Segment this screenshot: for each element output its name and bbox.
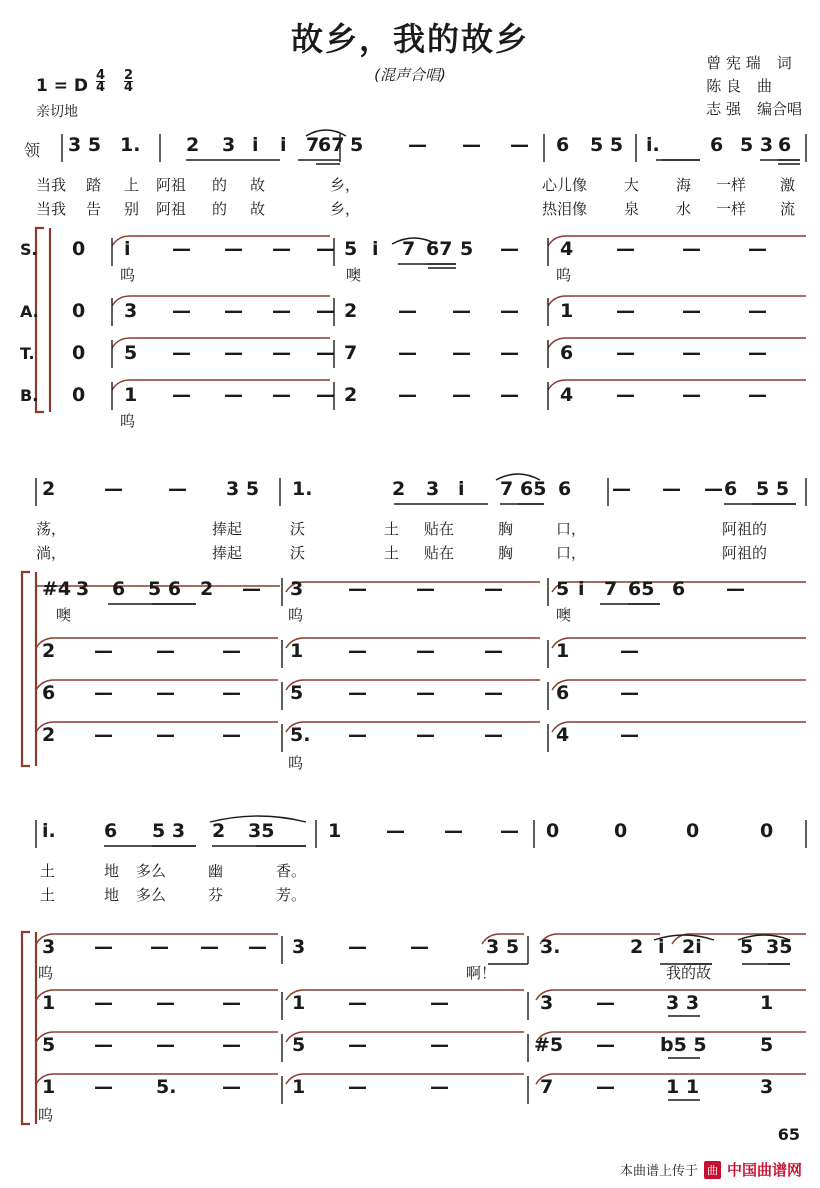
lyric: 胸 (498, 544, 514, 562)
choir-note: — (596, 992, 615, 1014)
lyric: 噢 (346, 266, 362, 284)
choir-note: 1 (290, 640, 304, 662)
lead-note: 0 (760, 820, 774, 842)
lyric: 大 (624, 176, 640, 194)
choir-note: — (272, 238, 291, 260)
lead-note: 5 5 (590, 134, 624, 156)
choir-note: — (682, 384, 701, 406)
choir-note: 5 (290, 682, 304, 704)
lyric: 土 (384, 520, 400, 538)
lyric: 阿祖 (156, 176, 187, 194)
choir-note: — (430, 1034, 449, 1056)
choir-note: — (726, 578, 745, 600)
lead-note: 2 (392, 478, 406, 500)
choir-note: — (748, 300, 767, 322)
lead-note: — (704, 478, 723, 500)
choir-note: — (620, 640, 639, 662)
choir-note: — (348, 936, 367, 958)
choir-note: 1 (42, 1076, 56, 1098)
choir-note: — (94, 936, 113, 958)
choir-note: 6 (672, 578, 686, 600)
choir-note: i (124, 238, 131, 260)
lead-note: — (444, 820, 463, 842)
lyric: 阿祖的 (722, 544, 768, 562)
lyric: 呜 (120, 266, 136, 284)
choir-note: — (452, 342, 471, 364)
choir-note: — (348, 578, 367, 600)
part-label-tenor: T. (20, 344, 35, 363)
choir-note: — (224, 342, 243, 364)
time-signature: 4 4 (96, 68, 106, 95)
choir-note: 5 (460, 238, 474, 260)
lead-note: 5 3 (152, 820, 186, 842)
choir-note: 2 (42, 640, 56, 662)
choir-note: — (94, 1076, 113, 1098)
lead-note: 6 (710, 134, 724, 156)
lyric: 流 (780, 200, 796, 218)
choir-note: 4 (560, 384, 574, 406)
choir-note: 6 (560, 342, 574, 364)
lyric: 地 (104, 886, 120, 904)
choir-note: 4 (556, 724, 570, 746)
footer-brand-name[interactable]: 中国曲谱网 (726, 1161, 802, 1179)
choir-note: — (484, 578, 503, 600)
choir-note: — (416, 578, 435, 600)
choir-note: 3 3 (666, 992, 700, 1014)
lead-label: 领 (24, 141, 41, 160)
credit-composer: 陈 良 曲 (706, 77, 772, 95)
lead-note: i. (42, 820, 56, 842)
choir-note: — (430, 992, 449, 1014)
choir-note: 0 (72, 342, 86, 364)
lead-note: — (500, 820, 519, 842)
lead-note: — (104, 478, 123, 500)
tempo-marking: 亲切地 (36, 104, 78, 120)
lead-note: 6 (778, 134, 792, 156)
lead-note: i (280, 134, 287, 156)
lyric: 多么 (136, 862, 167, 880)
choir-note: 6 (42, 682, 56, 704)
choir-note: 3 (290, 578, 304, 600)
lyric: 心儿像 (542, 176, 588, 194)
page-title: 故乡，我的故乡 (290, 20, 529, 58)
lyric: 呜 (556, 266, 572, 284)
choir-note: 3 (124, 300, 138, 322)
subtitle: (混声合唱) (374, 66, 446, 84)
lyric: 啊！ (466, 964, 497, 982)
choir-note: — (430, 1076, 449, 1098)
lyric: 的 (212, 200, 228, 218)
choir-note: — (484, 640, 503, 662)
choir-note: 5 (344, 238, 358, 260)
brand-mark-icon: 曲 (704, 1161, 721, 1179)
choir-note: — (222, 640, 241, 662)
lyric: 噢 (56, 606, 72, 624)
lead-note: — (612, 478, 631, 500)
choir-note: — (172, 342, 191, 364)
lyric: 当我 (36, 176, 67, 194)
lyric: 土 (384, 544, 400, 562)
choir-note: — (94, 682, 113, 704)
choir-note: — (172, 300, 191, 322)
choir-note: 1 (124, 384, 138, 406)
choir-note: — (500, 384, 519, 406)
lyric: 上 (124, 176, 140, 194)
choir-note: — (200, 936, 219, 958)
choir-note: 3 5 (486, 936, 520, 958)
choir-note: i (578, 578, 585, 600)
part-label-soprano: S. (20, 240, 38, 259)
choir-note: — (222, 992, 241, 1014)
lyric: 我的故 (666, 964, 712, 982)
lyric: 沃 (290, 520, 306, 538)
lyric: 呜 (288, 754, 304, 772)
choir-note: 1 (760, 992, 774, 1014)
choir-note: — (416, 682, 435, 704)
choir-note: 3. (540, 936, 561, 958)
choir-note: — (348, 1034, 367, 1056)
lyric: 别 (124, 200, 140, 218)
choir-note: — (94, 640, 113, 662)
choir-note: 7 (402, 238, 416, 260)
lead-note: i (252, 134, 259, 156)
lyric: 淌， (36, 544, 67, 562)
lyric: 芳。 (276, 886, 307, 904)
choir-note: — (272, 342, 291, 364)
footer-credit (620, 1159, 802, 1180)
choir-note: — (272, 300, 291, 322)
lyric: 故 (250, 200, 266, 218)
choir-note: 3 (760, 1076, 774, 1098)
time-signature-alt: 2 4 (124, 68, 134, 95)
lyric: 激 (780, 176, 796, 194)
lead-note: 7 (500, 478, 514, 500)
lyric: 噢 (556, 606, 572, 624)
part-label-bass: B. (20, 386, 39, 405)
choir-note: 5 (292, 1034, 306, 1056)
lead-note: 1. (292, 478, 313, 500)
choir-note: — (94, 1034, 113, 1056)
lead-note: 3 (222, 134, 236, 156)
choir-note: — (248, 936, 267, 958)
lyric: 香。 (276, 862, 307, 880)
lyric: 呜 (38, 964, 54, 982)
choir-note: 5 (556, 578, 570, 600)
lyric: 的 (212, 176, 228, 194)
lyric: 捧起 (212, 520, 243, 538)
choir-note: — (156, 682, 175, 704)
choir-note: 5 6 (148, 578, 182, 600)
lead-note: i. (646, 134, 660, 156)
choir-note: 1 (42, 992, 56, 1014)
lead-note: — (510, 134, 529, 156)
lyric: 土 (40, 886, 56, 904)
choir-note: — (398, 384, 417, 406)
choir-note: — (616, 238, 635, 260)
choir-note: 7 (604, 578, 618, 600)
lead-note: — (462, 134, 481, 156)
lyric: 泉 (624, 200, 640, 218)
lead-note: 2 (212, 820, 226, 842)
choir-note: #4 (42, 578, 72, 600)
lead-note: 2 (42, 478, 56, 500)
choir-note: 3 (76, 578, 90, 600)
choir-note: — (682, 342, 701, 364)
lyric: 幽 (208, 862, 224, 880)
choir-note: 2 (200, 578, 214, 600)
lead-note: 67 (318, 134, 345, 156)
choir-note: — (596, 1034, 615, 1056)
lead-note: — (408, 134, 427, 156)
choir-note: 5. (156, 1076, 177, 1098)
choir-note: — (94, 992, 113, 1014)
lead-note: 2 (186, 134, 200, 156)
lyric: 阿祖的 (722, 520, 768, 538)
lyric: 沃 (290, 544, 306, 562)
lead-note: 6 (724, 478, 738, 500)
lyric: 口， (556, 520, 587, 538)
choir-note: 6 (112, 578, 126, 600)
choir-note: 6 (556, 682, 570, 704)
lyric: 当我 (36, 200, 67, 218)
choir-note: — (616, 384, 635, 406)
lyric: 贴在 (424, 520, 455, 538)
credit-arranger: 志 强 编合唱 (706, 100, 802, 118)
choir-note: — (484, 682, 503, 704)
choir-note: — (316, 300, 335, 322)
lyric: 荡， (36, 520, 67, 538)
lead-note: 6 (104, 820, 118, 842)
choir-note: — (348, 682, 367, 704)
choir-note: — (150, 936, 169, 958)
page-number: 65 (777, 1125, 800, 1144)
choir-note: — (316, 342, 335, 364)
lead-note: 65 (520, 478, 547, 500)
choir-note: — (348, 640, 367, 662)
choir-note: 1 (556, 640, 570, 662)
choir-note: 65 (628, 578, 655, 600)
choir-note: — (484, 724, 503, 746)
choir-note: — (620, 724, 639, 746)
lyric: 乡， (330, 200, 361, 218)
lyric: 乡， (330, 176, 361, 194)
lyric: 阿祖 (156, 200, 187, 218)
choir-note: 2i (682, 936, 702, 958)
part-label-alto: A. (20, 302, 39, 321)
choir-note: 2 (344, 300, 358, 322)
choir-note: — (500, 300, 519, 322)
lead-note: 1. (120, 134, 141, 156)
choir-note: 2 (344, 384, 358, 406)
choir-note: 1 (292, 1076, 306, 1098)
lyric: 胸 (498, 520, 514, 538)
choir-note: — (224, 238, 243, 260)
choir-note: — (348, 992, 367, 1014)
lead-note: 7 (306, 134, 320, 156)
choir-note: — (748, 384, 767, 406)
lead-note: — (168, 478, 187, 500)
choir-note: 35 (766, 936, 793, 958)
choir-note: 2 (42, 724, 56, 746)
choir-note: — (616, 300, 635, 322)
choir-note: — (272, 384, 291, 406)
choir-note: — (224, 300, 243, 322)
choir-note: i (372, 238, 379, 260)
lyric: 踏 (86, 176, 102, 194)
choir-note: #5 (534, 1034, 564, 1056)
choir-note: — (156, 724, 175, 746)
choir-note: — (398, 342, 417, 364)
lyric: 多么 (136, 886, 167, 904)
choir-note: 2 (630, 936, 644, 958)
lead-note: 3 5 (226, 478, 260, 500)
choir-note: — (222, 682, 241, 704)
footer-note-text: 本曲谱上传于 (619, 1164, 698, 1179)
choir-note: — (316, 238, 335, 260)
choir-note: 4 (560, 238, 574, 260)
choir-note: 0 (72, 384, 86, 406)
choir-note: 1 (292, 992, 306, 1014)
lead-note: 5 3 (740, 134, 774, 156)
lead-note: i (458, 478, 465, 500)
credits (706, 52, 802, 121)
lyric: 呜 (38, 1106, 54, 1124)
lead-note: 6 (556, 134, 570, 156)
credit-lyricist: 曾 宪 瑞 词 (706, 54, 792, 72)
lead-note: 0 (686, 820, 700, 842)
choir-note: 3 (540, 992, 554, 1014)
lyric: 告 (86, 200, 102, 218)
choir-note: — (452, 384, 471, 406)
choir-note: — (242, 578, 261, 600)
choir-note: — (172, 238, 191, 260)
choir-note: — (416, 640, 435, 662)
choir-note: b5 5 (660, 1034, 707, 1056)
choir-note: — (748, 238, 767, 260)
lyric: 口， (556, 544, 587, 562)
choir-note: — (616, 342, 635, 364)
choir-note: — (94, 724, 113, 746)
lyric: 土 (40, 862, 56, 880)
choir-note: — (316, 384, 335, 406)
lead-note: 0 (614, 820, 628, 842)
lyric: 地 (104, 862, 120, 880)
choir-note: 7 (540, 1076, 554, 1098)
choir-note: — (620, 682, 639, 704)
lead-note: 1 (328, 820, 342, 842)
lead-note: — (662, 478, 681, 500)
choir-note: — (682, 238, 701, 260)
choir-note: — (500, 342, 519, 364)
choir-note: 5 (740, 936, 754, 958)
choir-note: 3 (292, 936, 306, 958)
choir-note: 0 (72, 238, 86, 260)
choir-note: — (596, 1076, 615, 1098)
lead-note: 3 5 (68, 134, 102, 156)
lyric: 呜 (120, 412, 136, 430)
choir-note: 1 (560, 300, 574, 322)
choir-note: — (348, 1076, 367, 1098)
choir-note: — (222, 724, 241, 746)
choir-note: — (156, 1034, 175, 1056)
choir-note: 5 (124, 342, 138, 364)
choir-note: — (416, 724, 435, 746)
lyric: 故 (250, 176, 266, 194)
choir-note: — (224, 384, 243, 406)
lead-note: — (386, 820, 405, 842)
lyric: 芬 (208, 886, 224, 904)
lyric: 捧起 (212, 544, 243, 562)
choir-note: 1 1 (666, 1076, 700, 1098)
choir-note: — (748, 342, 767, 364)
choir-note: i (658, 936, 665, 958)
choir-note: — (398, 300, 417, 322)
choir-note: — (410, 936, 429, 958)
lead-note: 0 (546, 820, 560, 842)
choir-note: 3 (42, 936, 56, 958)
choir-note: — (348, 724, 367, 746)
choir-note: — (682, 300, 701, 322)
choir-note: — (500, 238, 519, 260)
lyric: 一样 (716, 200, 747, 218)
lyric: 贴在 (424, 544, 455, 562)
lyric: 一样 (716, 176, 747, 194)
lyric: 水 (676, 200, 692, 218)
choir-note: 67 (426, 238, 453, 260)
lead-note: 5 5 (756, 478, 790, 500)
choir-note: 5 (42, 1034, 56, 1056)
key-signature: 1 = D (36, 76, 89, 96)
choir-note: — (452, 300, 471, 322)
choir-note: 0 (72, 300, 86, 322)
choir-note: 7 (344, 342, 358, 364)
choir-note: — (156, 640, 175, 662)
choir-note: — (222, 1076, 241, 1098)
lead-note: 6 (558, 478, 572, 500)
lead-note: 3 (426, 478, 440, 500)
choir-note: — (222, 1034, 241, 1056)
lyric: 热泪像 (542, 200, 588, 218)
lyric: 海 (676, 176, 692, 194)
lead-note: 5 (350, 134, 364, 156)
choir-note: 5. (290, 724, 311, 746)
lead-note: 35 (248, 820, 275, 842)
choir-note: 5 (760, 1034, 774, 1056)
choir-note: — (172, 384, 191, 406)
lyric: 呜 (288, 606, 304, 624)
choir-note: — (156, 992, 175, 1014)
